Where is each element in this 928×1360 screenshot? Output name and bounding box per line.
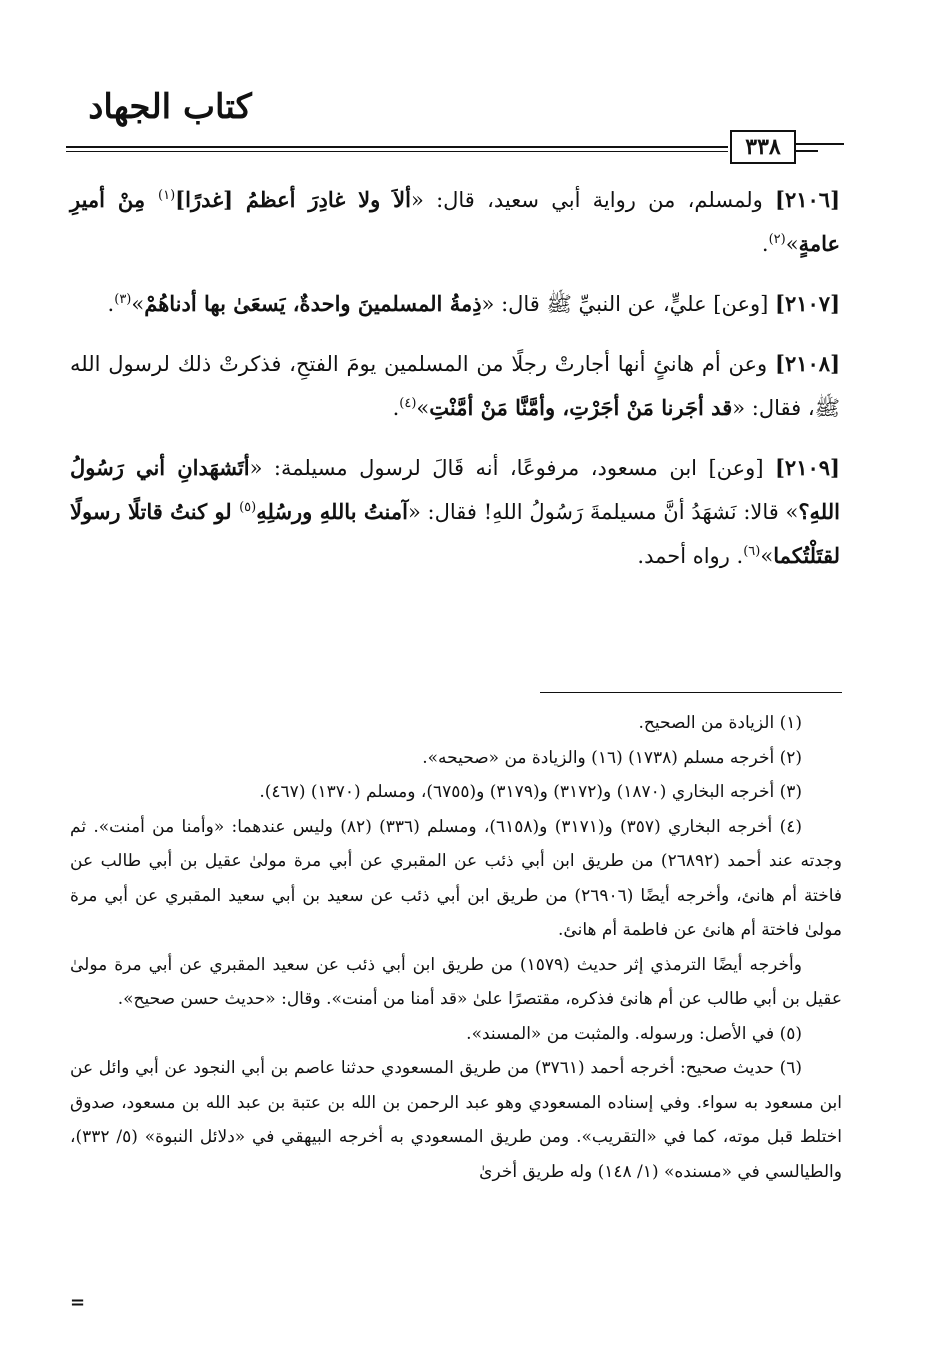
hadith-body xyxy=(70,178,840,594)
hadith-2106 xyxy=(70,178,840,266)
hadith-text: قد أجَرنا مَنْ أجَرْتِ، وأمَّنَّا مَنْ أمَّنْتِ xyxy=(429,395,733,420)
hadith-intro: ولمسلم، من رواية أبي سعيد، قال: « xyxy=(410,188,775,212)
hadith-text-2: مِنْ أميرِ عامةٍ xyxy=(70,187,840,256)
page-number: ٣٣٨ xyxy=(730,130,796,164)
hadith-intro: وعن أم هانئٍ أنها أجارتْ رجلًا من المسلمين يومَ الفتحِ، فذكرتْ ذلك لرسول الله ﷺ، فقال: « xyxy=(70,352,840,420)
hadith-end: . xyxy=(761,232,769,256)
hadith-2107 xyxy=(70,282,840,326)
hadith-2109 xyxy=(70,446,840,578)
hadith-end: . xyxy=(107,292,115,316)
hadith-text: ألاَ ولا غادِرَ أعظمُ [غدرًا] xyxy=(175,187,411,212)
hadith-intro: [وعن] ابن مسعود، مرفوعًا، أنه قَالَ لرسول مسيلمة: « xyxy=(249,456,775,480)
footnote-ref[interactable]: (٢) xyxy=(768,232,786,247)
header-rule-right xyxy=(796,143,844,145)
footnote-ref[interactable]: (٤) xyxy=(399,396,417,411)
footnote-separator xyxy=(540,692,842,693)
header-rule-right-short xyxy=(796,150,818,152)
footnotes xyxy=(70,706,842,1189)
footnote-ref[interactable]: (٥) xyxy=(239,500,257,515)
hadith-end: . xyxy=(392,396,400,420)
hadith-intro: [وعن] عليٍّ، عن النبيِّ ﷺ قال: « xyxy=(481,292,775,316)
hadith-mid: » قالا: نَشهَدُ أنَّ مسيلمةَ رَسُولُ اللهِ! فقال: « xyxy=(407,500,799,524)
footnote-2: (٢) أخرجه مسلم (١٧٣٨) (١٦) والزيادة من «صحيحه». xyxy=(422,747,802,768)
continuation-mark: = xyxy=(70,1292,86,1313)
hadith-end: . رواه أحمد. xyxy=(637,544,744,568)
header-rule xyxy=(66,146,728,148)
quote-close: » xyxy=(785,232,799,256)
book-title: كتاب الجهاد xyxy=(88,87,252,127)
footnote-ref[interactable]: (١) xyxy=(158,188,176,203)
footnote-4: (٤) أخرجه البخاري (٣٥٧) و(٣١٧١) و(٦١٥٨)، ومسلم (٣٣٦) (٨٢) وليس عندهما: «وأمنا من أمنت». ثم وجدته عند أحمد (٢٦٨٩٢) من طريق ابن أبي ذئب عن المقبري عن أبي مرة مولىٰ عقيل بن أبي طالب عن فاختة أم هانئ، وأخرجه أيضًا (٢٦٩٠٦) من طريق ابن أبي ذئب عن سعيد بن أبي سعيد المقبري عن أبي مرة مولىٰ فاختة أم هانئ عن فاطمة أم هانئ. xyxy=(70,816,843,940)
hadith-text-3: لو كنتُ قاتلًا رسولًا لقتَلْتُكما xyxy=(70,499,840,568)
footnote-1: (١) الزيادة من الصحيح. xyxy=(638,713,802,733)
footnote-ref[interactable]: (٣) xyxy=(114,292,132,307)
footnote-ref[interactable]: (٦) xyxy=(743,544,761,559)
footnote-6: (٦) حديث صحيح: أخرجه أحمد (٣٧٦١) من طريق المسعودي حدثنا عاصم بن أبي النجود عن أبي وائل عن ابن مسعود به سواء. وفي إسناده المسعودي وهو عبد الرحمن بن الله بن عتبة بن عبد الله بن مسعود، صدوق اختلط قبل موته، كما في «التقريب». ومن طريق المسعودي به أخرجه البيهقي في «دلائل النبوة» (٥/ ٣٣٢)، والطيالسي في «مسنده» (١/ ١٤٨) وله طريق أخرىٰ xyxy=(70,1058,842,1182)
quote-close: » xyxy=(416,396,430,420)
hadith-number: [٢١٠٨] xyxy=(775,351,840,376)
hadith-2108 xyxy=(70,342,840,430)
header-rule-thin xyxy=(66,151,728,152)
hadith-text: أتَشهَدانِ أني رَسُولُ اللهِ؟ xyxy=(70,455,840,524)
quote-close: » xyxy=(131,292,145,316)
hadith-number: [٢١٠٩] xyxy=(774,455,840,480)
hadith-number: [٢١٠٧] xyxy=(775,291,840,316)
footnote-5: (٥) في الأصل: ورسوله. والمثبت من «المسند». xyxy=(466,1023,802,1044)
footnote-3: (٣) أخرجه البخاري (١٨٧٠) و(٣١٧٢) و(٣١٧٩) و(٦٧٥٥)، ومسلم (١٣٧٠) (٤٦٧). xyxy=(259,782,802,802)
hadith-text: ذِمةُ المسلمينَ واحدةٌ، يَسعَىٰ بها أدناهُمْ xyxy=(144,291,482,316)
hadith-number: [٢١٠٦] xyxy=(775,187,840,212)
hadith-text-2: آمنتُ باللهِ ورسُلِهِ xyxy=(256,499,408,524)
footnote-4-continued: وأخرجه أيضًا الترمذي إثر حديث (١٥٧٩) من طريق ابن أبي ذئب عن سعيد المقبري عن أبي مرة مولىٰ عقيل بن أبي طالب عن أم هانئ فذكره، مقتصرًا علىٰ «قد أمنا من أمنت». وقال: «حديث حسن صحيح». xyxy=(70,954,842,1009)
quote-close: » xyxy=(760,544,774,568)
